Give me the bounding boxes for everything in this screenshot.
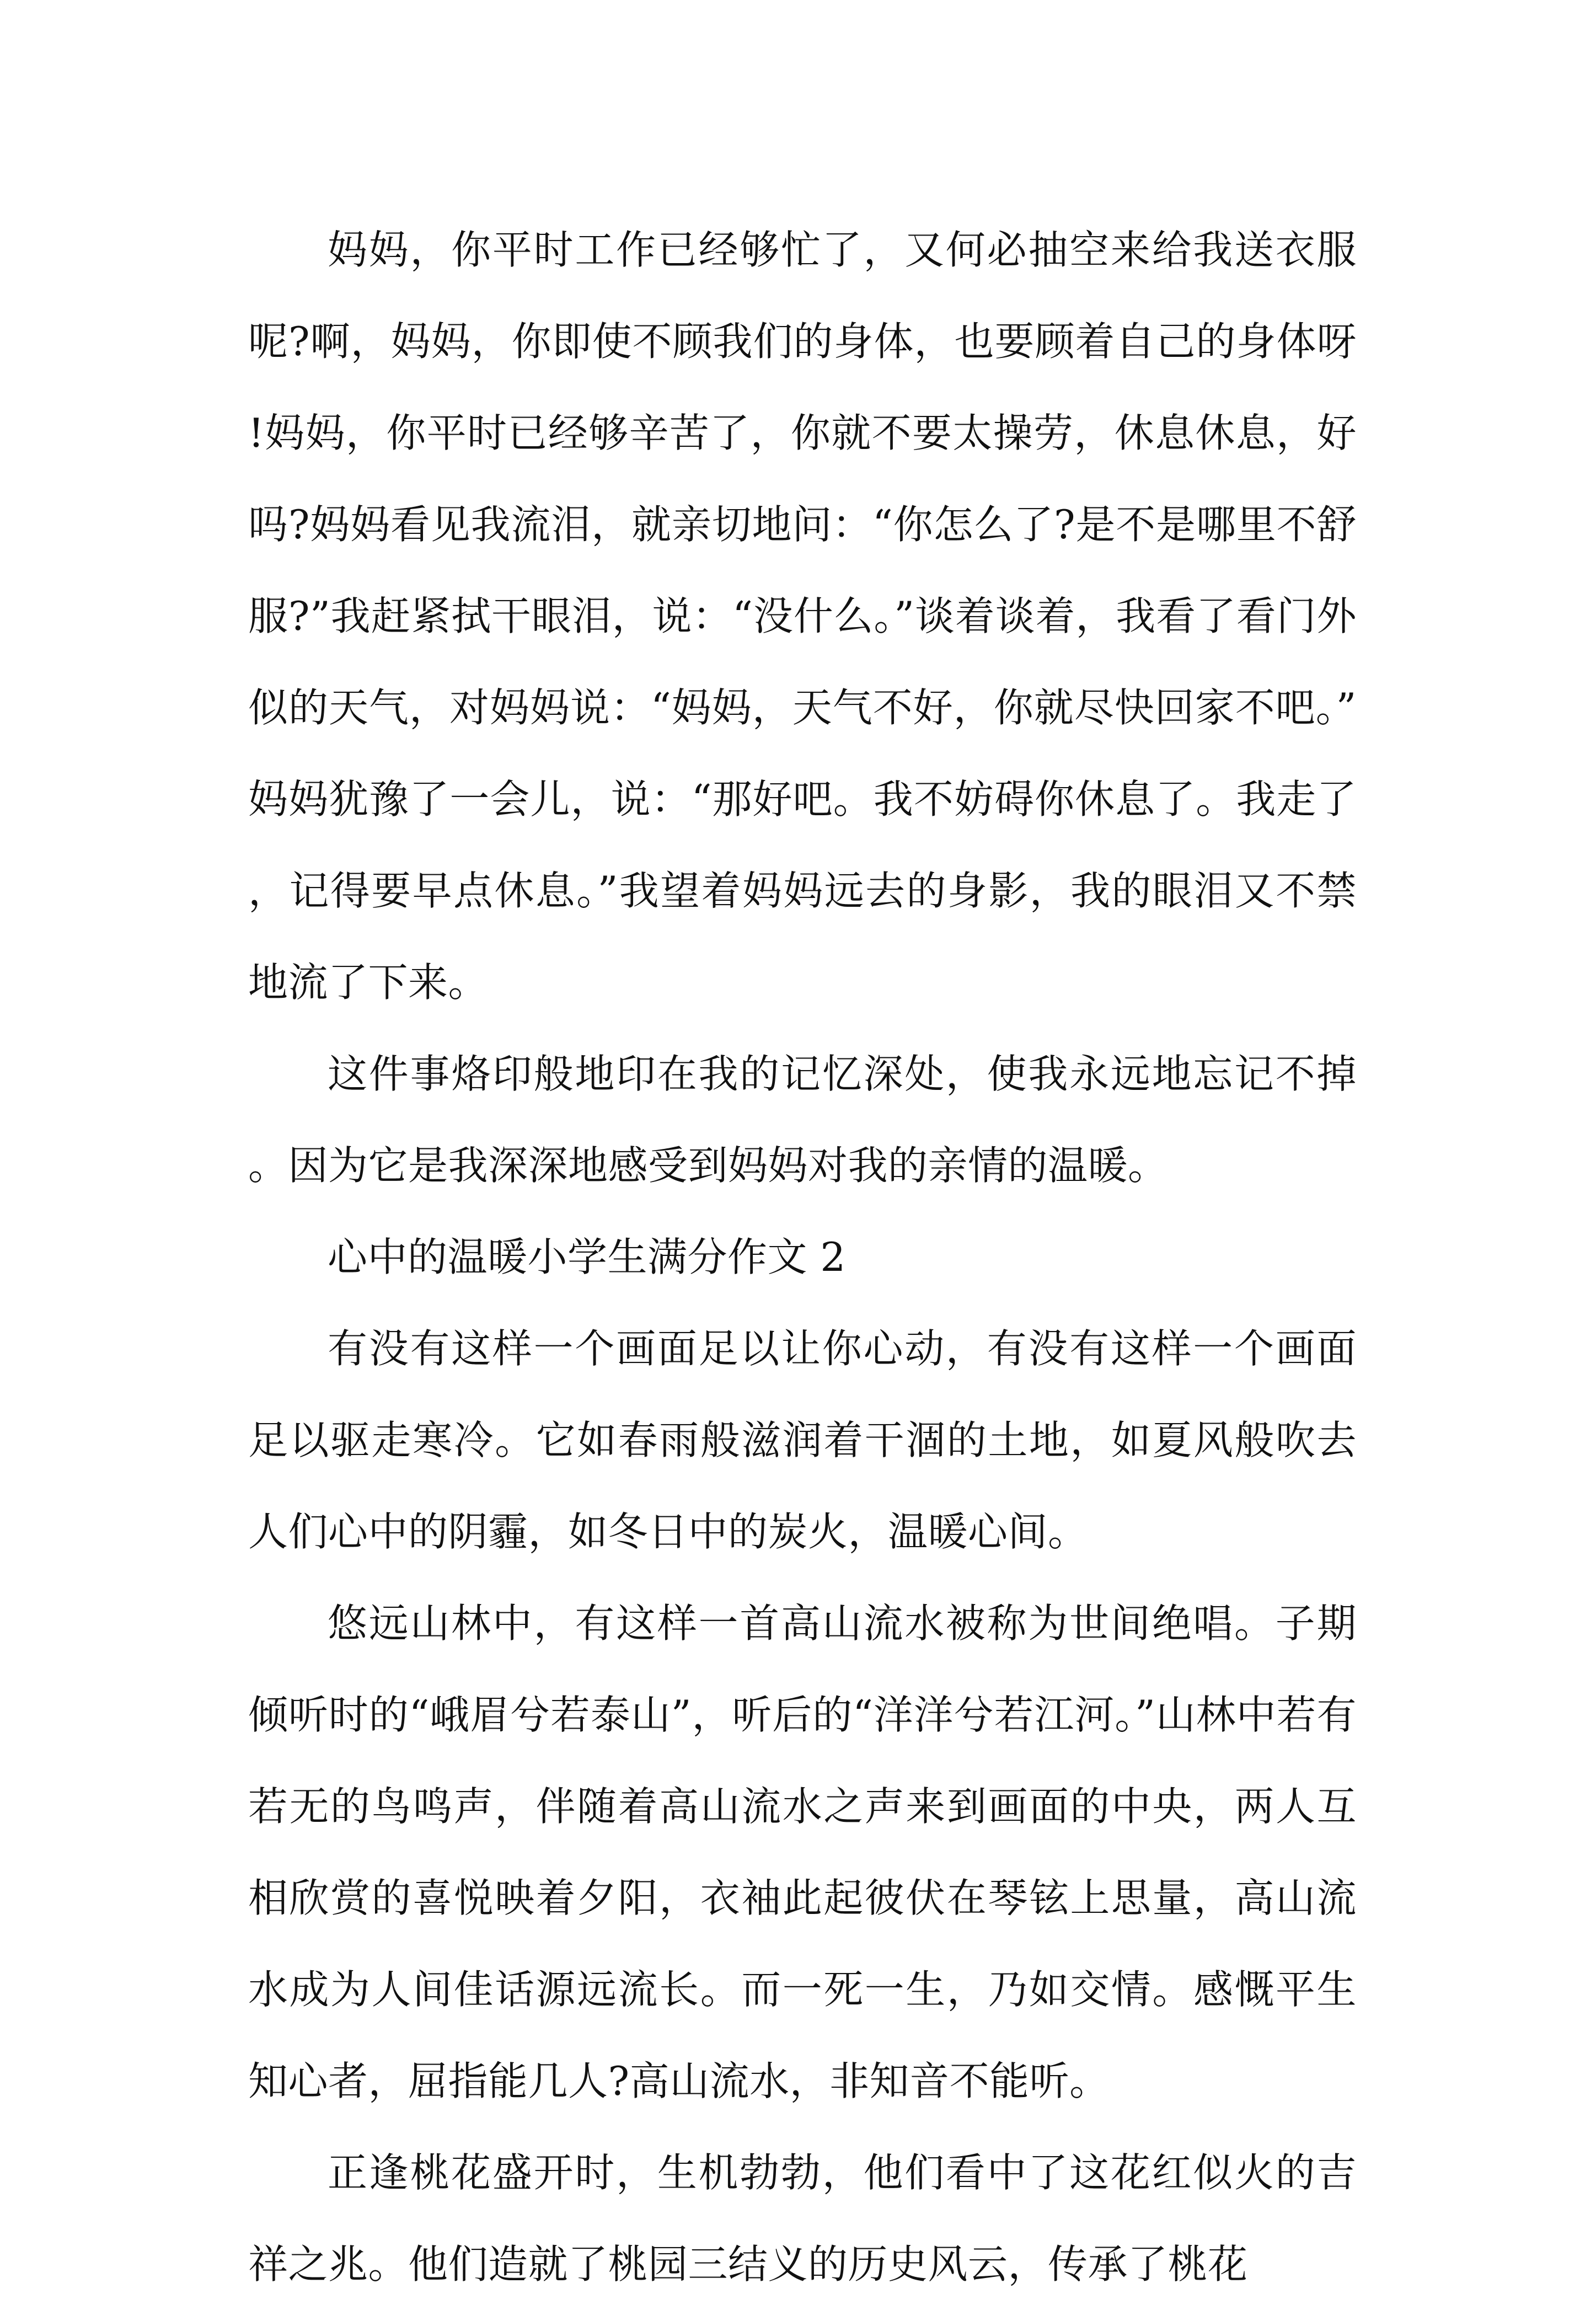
paragraph-picture: 有没有这样一个画面足以让你心动，有没有这样一个画面足以驱走寒冷。它如春雨般滋润着干涸的土地，如夏风般吹去人们心中的阴霾，如冬日中的炭火，温暖心间。 <box>248 1325 1357 1555</box>
section-title: 心中的温暖小学生满分作文 2 <box>328 1234 846 1280</box>
paragraph-high-mountain-water: 悠远山林中，有这样一首高山流水被称为世间绝唱。子期倾听时的“峨眉兮若泰山”，听后的“洋洋兮若江河。”山林中若有若无的鸟鸣声，伴随着高山流水之声来到画面的中央，两人互相欣赏的喜悦映着夕阳，衣袖此起彼伏在琴铉上思量，高山流水成为人间佳话源远流长。而一死一生，乃如交情。感慨平生知心者，屈指能几人?高山流水，非知音不能听。 <box>248 1600 1357 2104</box>
paragraph-mother-visit: 妈妈，你平时工作已经够忙了，又何必抽空来给我送衣服呢?啊，妈妈，你即使不顾我们的身体，也要顾着自己的身体呀!妈妈，你平时已经够辛苦了，你就不要太操劳，休息休息，好吗?妈妈看见我流泪，就亲切地问：“你怎么了?是不是哪里不舒服?”我赶紧拭干眼泪，说：“没什么。”谈着谈着，我看了看门外似的天气，对妈妈说：“妈妈，天气不好，你就尽快回家不吧。”妈妈犹豫了一会儿，说：“那好吧。我不妨碍你休息了。我走了，记得要早点休息。”我望着妈妈远去的身影，我的眼泪又不禁地流了下来。 <box>248 227 1357 1006</box>
paragraph-memory: 这件事烙印般地印在我的记忆深处，使我永远地忘记不掉。因为它是我深深地感受到妈妈对我的亲情的温暖。 <box>248 1051 1357 1189</box>
paragraph-peach-blossom: 正逢桃花盛开时，生机勃勃，他们看中了这花红似火的吉祥之兆。他们造就了桃园三结义的历史风云，传承了桃花 <box>248 2149 1357 2287</box>
document-page <box>248 204 1357 2287</box>
